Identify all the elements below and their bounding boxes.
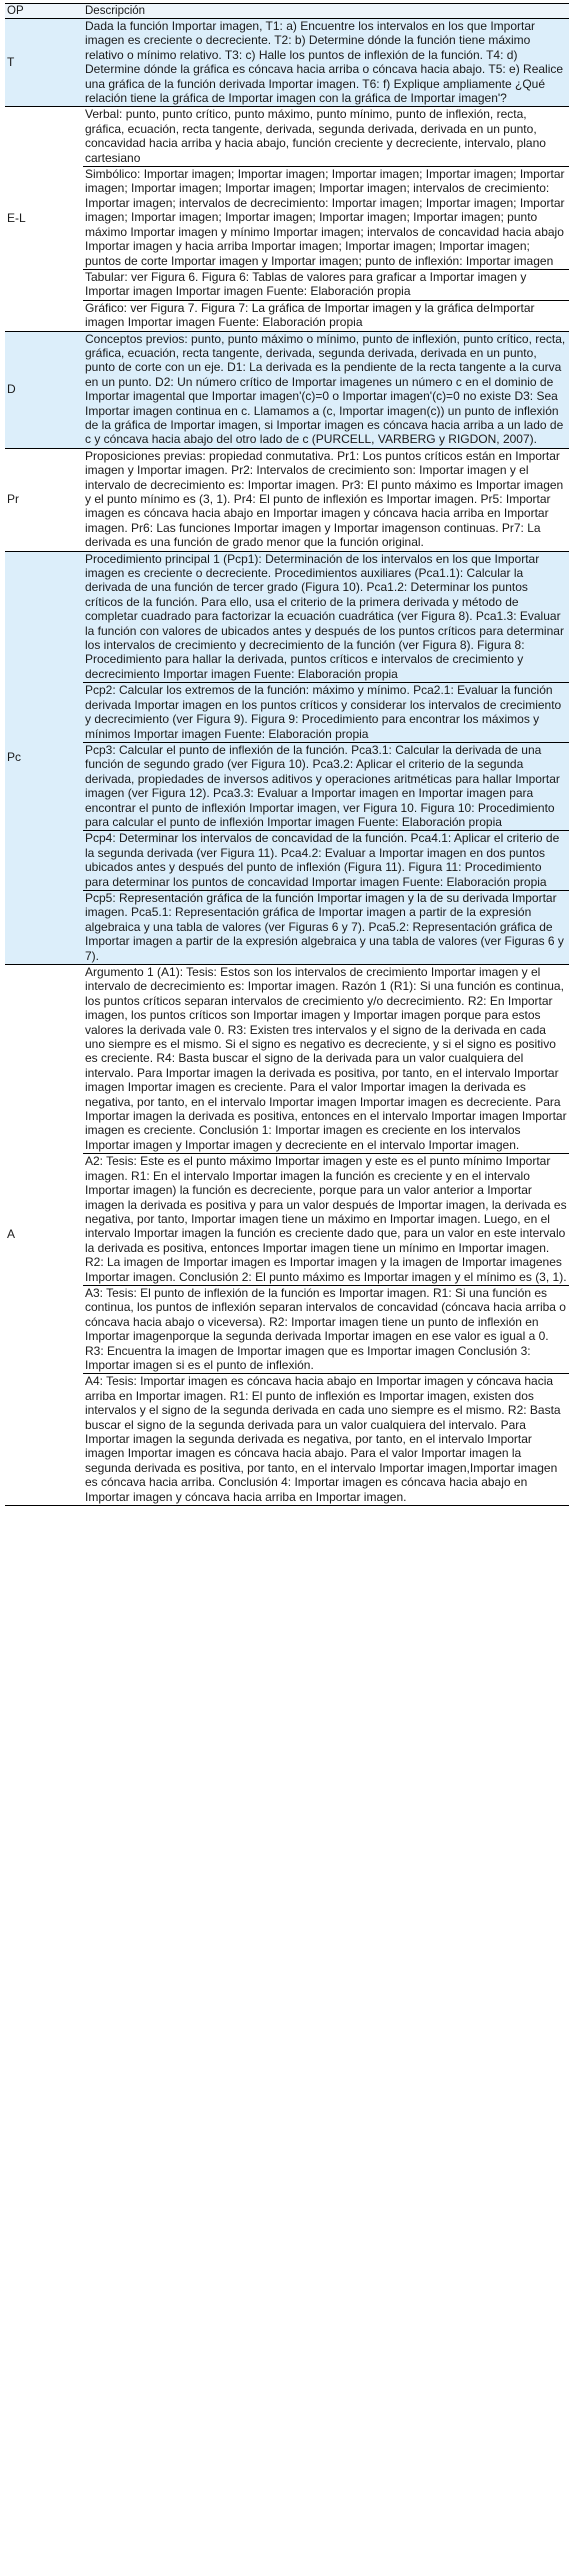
table-row [5, 551, 569, 683]
table-row [5, 167, 569, 270]
description-cell: Pcp2: Calcular los extremos de la función: máximo y mínimo. Pca2.1: Evaluar la función derivada Importar imagen en los puntos críticos y considerar los intervalos de crecimiento y decrecimiento (ver Figura 9). Figura 9: Procedimiento para encontrar los máximos y mínimos Importar imagen Fuente: Elaboración propia [83, 683, 569, 743]
description-cell: A3: Tesis: El punto de inflexión de la función es Importar imagen. R1: Si una función es continua, los puntos de inflexión separan intervalos de concavidad (cóncava hacia arriba o cóncava hacia abajo o viceversa). R2: Importar imagen tiene un punto de inflexión en Importar imagenporque la segunda derivada Importar imagen en ese valor es igual a 0. R3: Encuentra la imagen de Importar imagen que es Importar imagen Conclusión 3: Importar imagen si es el punto de inflexión. [83, 1285, 569, 1373]
table-row [5, 742, 569, 830]
description-cell: Tabular: ver Figura 6. Figura 6: Tablas de valores para graficar a Importar imagen y Importar imagen Importar imagen Fuente: Elaboración propia [83, 269, 569, 300]
description-cell: Pcp4: Determinar los intervalos de concavidad de la función. Pca4.1: Aplicar el criterio de la segunda derivada (ver Figura 11). Pca4.2: Evaluar a Importar imagen en dos puntos ubicados antes y después del punto de inflexión (Figura 11). Figura 11: Procedimiento para determinar los puntos de concavidad Importar imagen Fuente: Elaboración propia [83, 831, 569, 891]
table-row [5, 1285, 569, 1373]
description-cell: Dada la función Importar imagen, T1: a) Encuentre los intervalos en los que Importar imagen es creciente o decreciente. T2: b) Determine dónde la función tiene máximo relativo o mínimo relativo. T3: c) Halle los puntos de inflexión de la función. T4: d) Determine dónde la gráfica es cóncava hacia arriba o cóncava hacia abajo. T5: e) Realice una gráfica de la función derivada Importar imagen. T6: f) Explique ampliamente ¿Qué relación tiene la gráfica de Importar imagen con la gráfica de Importar imagen'? [83, 19, 569, 107]
op-cell: E-L [5, 107, 83, 331]
op-cell: Pr [5, 448, 83, 551]
description-cell: Argumento 1 (A1): Tesis: Estos son los intervalos de crecimiento Importar imagen y el intervalo de decrecimiento es: Importar imagen. Razón 1 (R1): Si una función es continua, los puntos críticos separan intervalos de crecimiento y/o decrecimiento. R2: En Importar imagen, los puntos críticos son Importar imagen y Importar imagen porque para estos valores la derivada vale 0. R3: Existen tres intervalos y el signo de la derivada en cada uno siempre es el mismo. Si el signo es negativo es decreciente, y si el signo es positivo es creciente. R4: Basta buscar el signo de la derivada para un valor cualquiera del intervalo. Para Importar imagen la derivada es positiva, por tanto, en el intervalo Importar imagen Importar imagen es creciente. Para el valor Importar imagen la derivada es negativa, por tanto, en el intervalo Importar imagen Importar imagen es decreciente. Para Importar imagen la derivada es positiva, entonces en el intervalo Importar imagen Importar imagen es creciente. Conclusión 1: Importar imagen es creciente en los intervalos Importar imagen y Importar imagen y decreciente en el intervalo Importar imagen. [83, 965, 569, 1154]
table-row [5, 19, 569, 107]
table-row [5, 890, 569, 964]
description-cell: Procedimiento principal 1 (Pcp1): Determinación de los intervalos en los que Importar imagen es creciente o decreciente. Procedimientos auxiliares (Pca1.1): Calcular la derivada de una función de tercer grado (Figura 10). Pca1.2: Determinar los puntos críticos de la función. Para ello, usa el criterio de la primera derivada y método de completar cuadrado para factorizar la ecuación cuadrática (ver Figura 8). Pca1.3: Evaluar la función con valores de ubicados antes y después de los puntos críticos para determinar los intervalos de crecimiento y decrecimiento de la función (ver Figura 8). Figura 8: Procedimiento para hallar la derivada, puntos críticos e intervalos de crecimiento y decrecimiento Importar imagen Fuente: Elaboración propia [83, 551, 569, 683]
op-description-table [5, 3, 569, 1506]
header-op: OP [5, 4, 83, 19]
description-cell: Pcp3: Calcular el punto de inflexión de la función. Pca3.1: Calcular la derivada de una función de segundo grado (ver Figura 10). Pca3.2: Aplicar el criterio de la segunda derivada, propiedades de inversos aditivos y operaciones aritméticas para hallar Importar imagen (ver Figura 12). Pca3.3: Evaluar a Importar imagen en Importar imagen para encontrar el punto de inflexión Importar imagen, ver Figura 10. Figura 10: Procedimiento para calcular el punto de inflexión Importar imagen Fuente: Elaboración propia [83, 742, 569, 830]
description-cell: A4: Tesis: Importar imagen es cóncava hacia abajo en Importar imagen y cóncava hacia arriba en Importar imagen. R1: El punto de inflexión es Importar imagen, existen dos intervalos y el signo de la segunda derivada en cada uno siempre es el mismo. R2: Basta buscar el signo de la segunda derivada para un valor cualquiera del intervalo. Para Importar imagen la segunda derivada es negativa, por tanto, en el intervalo Importar imagen Importar imagen es cóncava hacia abajo. Para el valor Importar imagen la segunda derivada es positiva, por tanto, en el intervalo Importar imagen,Importar imagen es cóncava hacia arriba. Conclusión 4: Importar imagen es cóncava hacia abajo en Importar imagen y cóncava hacia arriba en Importar imagen. [83, 1374, 569, 1506]
description-cell: A2: Tesis: Este es el punto máximo Importar imagen y este es el punto mínimo Importar imagen. R1: En el intervalo Importar imagen la función es creciente y en el intervalo Importar imagen) la función es decreciente, porque para un valor anterior a Importar imagen la derivada es positiva y para un valor después de Importar imagen, la derivada es negativa, por tanto, Importar imagen tiene un máximo en Importar imagen. Luego, en el intervalo Importar imagen la función es creciente dado que, para un valor en este intervalo la derivada es positiva, entonces Importar imagen tiene un mínimo en Importar imagen. R2: La imagen de Importar imagen es Importar imagen y la imagen de Importar imagenes Importar imagen. Conclusión 2: El punto máximo es Importar imagen y el mínimo es (3, 1). [83, 1154, 569, 1286]
op-cell: D [5, 331, 83, 448]
table-row [5, 107, 569, 167]
op-cell: T [5, 19, 83, 107]
table-row [5, 300, 569, 331]
op-cell: A [5, 965, 83, 1506]
table-body [5, 19, 569, 1506]
table-row [5, 448, 569, 551]
description-cell: Conceptos previos: punto, punto máximo o mínimo, punto de inflexión, punto crítico, recta, gráfica, ecuación, recta tangente, derivada, segunda derivada, derivada en un punto, punto de corte con un eje. D1: La derivada es la pendiente de la recta tangente a la curva en un punto. D2: Un número crítico de Importar imagenes un número c en el dominio de Importar imagental que Importar imagen'(c)=0 o Importar imagen'(c)=0 no existe D3: Sea Importar imagen continua en c. Llamamos a (c, Importar imagen(c)) un punto de inflexión de la gráfica de Importar imagen, si Importar imagen es cóncava hacia arriba a un lado de c y cóncava hacia abajo del otro lado de c (PURCELL, VARBERG y RIGDON, 2007). [83, 331, 569, 448]
table-row [5, 965, 569, 1154]
header-description: Descripción [83, 4, 569, 19]
table-row [5, 1374, 569, 1506]
table-row [5, 683, 569, 743]
table-header-row [5, 4, 569, 19]
table-row [5, 1154, 569, 1286]
description-cell: Simbólico: Importar imagen; Importar imagen; Importar imagen; Importar imagen; Importar imagen; Importar imagen; Importar imagen; Importar imagen; intervalos de crecimiento: Importar imagen; intervalos de decrecimiento: Importar imagen; Importar imagen; Importar imagen; Importar imagen; Importar imagen; Importar imagen; Importar imagen; punto máximo Importar imagen y mínimo Importar imagen; intervalos de concavidad hacia abajo Importar imagen y hacia arriba Importar imagen; Importar imagen; Importar imagen; puntos de corte Importar imagen y Importar imagen; punto de inflexión: Importar imagen [83, 167, 569, 270]
table-row [5, 831, 569, 891]
description-cell: Gráfico: ver Figura 7. Figura 7: La gráfica de Importar imagen y la gráfica deImportar imagen Importar imagen Fuente: Elaboración propia [83, 300, 569, 331]
op-cell: Pc [5, 551, 83, 964]
table-row [5, 331, 569, 448]
description-cell: Pcp5: Representación gráfica de la función Importar imagen y la de su derivada Importar imagen. Pca5.1: Representación gráfica de Importar imagen a partir de la expresión algebraica y una tabla de valores (ver Figuras 6 y 7). Pca5.2: Representación gráfica de Importar imagen a partir de la expresión algebraica y una tabla de valores (ver Figuras 6 y 7). [83, 890, 569, 964]
table-row [5, 269, 569, 300]
description-cell: Proposiciones previas: propiedad conmutativa. Pr1: Los puntos críticos están en Importar imagen y Importar imagen. Pr2: Intervalos de crecimiento son: Importar imagen y el intervalo de decrecimiento es: Importar imagen. Pr3: El punto máximo es Importar imagen y el punto mínimo es (3, 1). Pr4: El punto de inflexión es Importar imagen. Pr5: Importar imagen es cóncava hacia abajo en Importar imagen y cóncava hacia arriba en Importar imagen. Pr6: Las funciones Importar imagen y Importar imagenson continuas. Pr7: La derivada es una función de grado menor que la función original. [83, 448, 569, 551]
description-cell: Verbal: punto, punto crítico, punto máximo, punto mínimo, punto de inflexión, recta, gráfica, ecuación, recta tangente, derivada, segunda derivada, derivada en un punto, concavidad hacia arriba y hacia abajo, función creciente y decreciente, intervalo, plano cartesiano [83, 107, 569, 167]
